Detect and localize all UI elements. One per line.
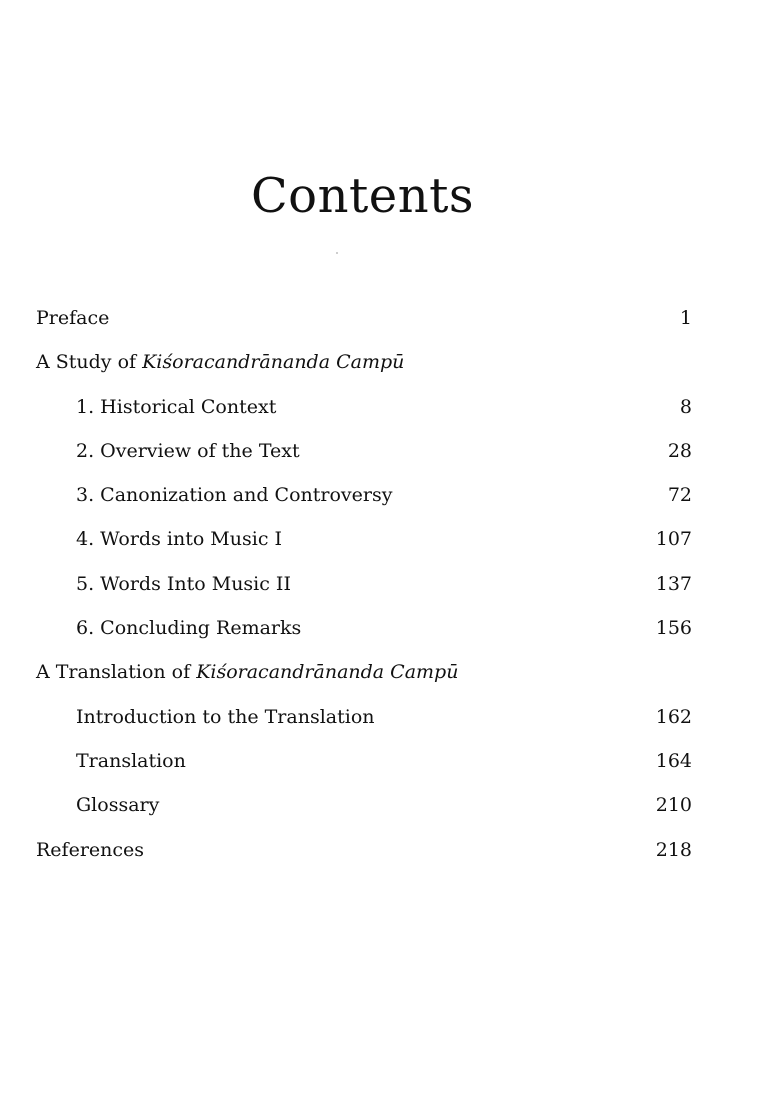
toc-part-label <box>36 340 404 384</box>
toc-entry-page: 164 <box>655 749 692 772</box>
toc-entry-page: 210 <box>655 794 692 817</box>
toc-entry-page: 1 <box>679 307 692 329</box>
toc-entry-page: 156 <box>655 617 692 640</box>
toc-part-label-prefix: A Study of <box>36 351 143 374</box>
table-of-contents <box>36 296 692 872</box>
toc-part-label-prefix: A Translation of <box>36 661 197 684</box>
toc-entry-page: 28 <box>667 439 692 462</box>
toc-part-study[interactable] <box>36 340 692 384</box>
toc-entry-page: 137 <box>655 572 692 595</box>
paper-speck <box>336 252 338 254</box>
toc-part-label-italic: Kiśoracandrānanda Campū <box>142 351 405 374</box>
toc-entry-label: 4. Words into Music I <box>76 528 283 551</box>
toc-entry-words-into-music-1[interactable] <box>36 517 692 561</box>
toc-entry-label: 6. Concluding Remarks <box>76 617 302 640</box>
toc-part-label <box>36 650 458 694</box>
toc-entry-page: 218 <box>655 838 692 861</box>
toc-entry-label: References <box>36 838 145 861</box>
toc-entry-label: 5. Words Into Music II <box>76 572 291 595</box>
toc-entry-page: 8 <box>679 395 692 418</box>
toc-entry-label: Glossary <box>76 794 160 817</box>
toc-entry-translation[interactable] <box>36 739 692 783</box>
toc-entry-page: 72 <box>667 484 692 507</box>
toc-part-translation[interactable] <box>36 650 692 694</box>
toc-entry-preface[interactable] <box>36 296 692 340</box>
toc-entry-label: 2. Overview of the Text <box>76 439 300 462</box>
toc-entry-page: 107 <box>655 528 692 551</box>
toc-entry-label: Introduction to the Translation <box>76 705 375 728</box>
toc-entry-page: 162 <box>655 705 692 728</box>
page-title: Contents <box>250 168 475 224</box>
toc-entry-historical-context[interactable] <box>36 385 692 429</box>
toc-entry-introduction-translation[interactable] <box>36 695 692 739</box>
toc-entry-glossary[interactable] <box>36 783 692 827</box>
toc-entry-label: 3. Canonization and Controversy <box>76 484 393 507</box>
toc-part-label-italic: Kiśoracandrānanda Campū <box>196 661 459 684</box>
toc-entry-label: Translation <box>76 749 186 772</box>
toc-entry-label: Preface <box>36 307 110 329</box>
toc-entry-concluding-remarks[interactable] <box>36 606 692 650</box>
toc-entry-label: 1. Historical Context <box>76 395 277 418</box>
toc-entry-overview[interactable] <box>36 429 692 473</box>
toc-entry-canonization[interactable] <box>36 473 692 517</box>
toc-entry-words-into-music-2[interactable] <box>36 562 692 606</box>
toc-entry-references[interactable] <box>36 828 692 872</box>
